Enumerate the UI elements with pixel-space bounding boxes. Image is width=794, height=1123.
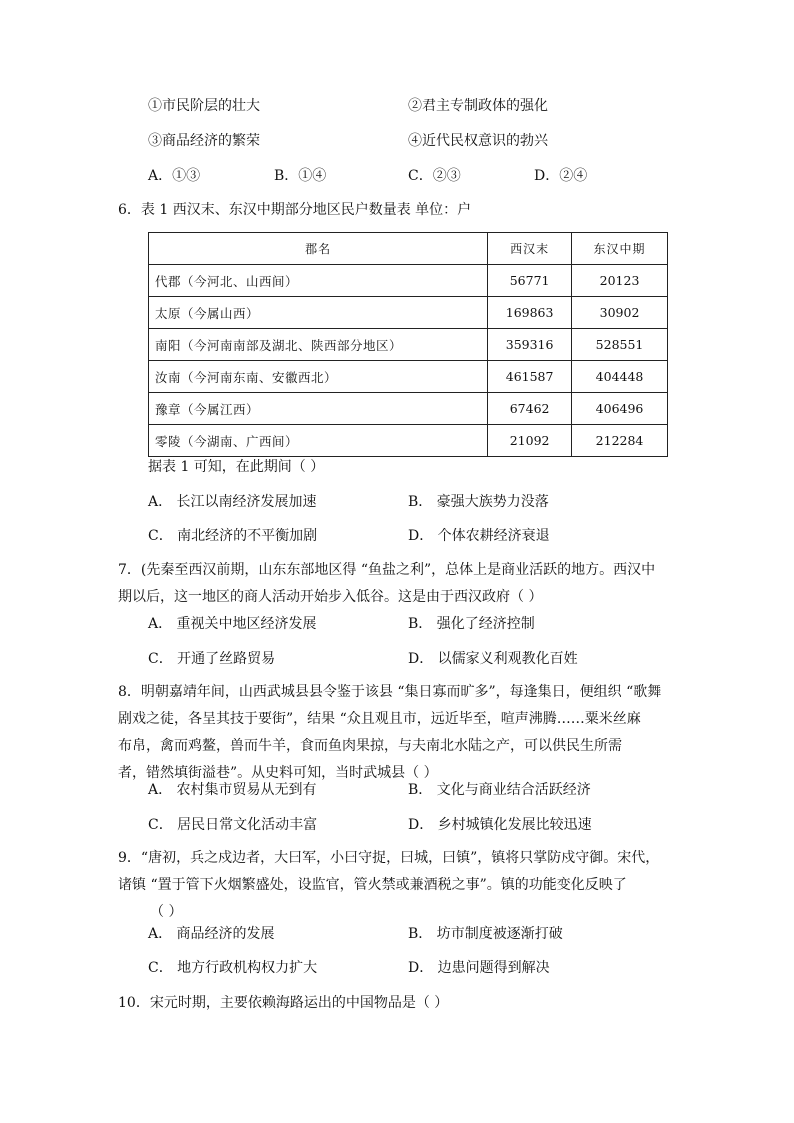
eastern-han-households: 404448 <box>572 361 668 393</box>
q8-stem <box>118 679 678 787</box>
q9-option-b: B． 坊市制度被逐渐打破 <box>408 926 563 942</box>
q7-option-a: A． 重视关中地区经济发展 <box>148 616 317 632</box>
q9-line: 9．“唐初，兵之戍边者，大曰军，小曰守捉，曰城，曰镇”，镇将只掌防戍守御。宋代， <box>118 850 660 866</box>
eastern-han-households: 406496 <box>572 393 668 425</box>
q7-stem <box>118 557 678 611</box>
eastern-han-households: 20123 <box>572 265 668 297</box>
commandery-name: 代郡（今河北、山西间） <box>149 265 488 297</box>
header-mid-eastern-han: 东汉中期 <box>572 233 668 265</box>
q6-option-a: A． 长江以南经济发展加速 <box>148 494 317 510</box>
q8-line: 8．明朝嘉靖年间，山西武城县县令鉴于该县 “集日寡而旷多”，每逢集日，便组织 “歌舞 <box>118 684 662 700</box>
western-han-households: 56771 <box>488 265 572 297</box>
q7-option-c: C． 开通了丝路贸易 <box>148 651 276 667</box>
q5-item-4: ④近代民权意识的勃兴 <box>408 133 548 149</box>
table-row <box>149 393 668 425</box>
q7-line: 期以后，这一地区的商人活动开始步入低谷。这是由于西汉政府（ ） <box>118 589 543 605</box>
commandery-name: 汝南（今河南东南、安徽西北） <box>149 361 488 393</box>
table-row <box>149 265 668 297</box>
q8-line: 者，错然填街溢巷”。从史料可知，当时武城县（ ） <box>118 765 438 781</box>
q8-option-c: C． 居民日常文化活动丰富 <box>148 817 318 833</box>
q5-option-c: C．②③ <box>408 168 461 184</box>
commandery-name: 豫章（今属江西） <box>149 393 488 425</box>
q10-stem: 10．宋元时期，主要依赖海路运出的中国物品是（ ） <box>118 995 449 1011</box>
table-row <box>149 425 668 457</box>
table-header-row <box>149 233 668 265</box>
commandery-name: 零陵（今湖南、广西间） <box>149 425 488 457</box>
western-han-households: 21092 <box>488 425 572 457</box>
q6-question: 据表 1 可知，在此期间（ ） <box>148 459 325 475</box>
q5-option-b: B．①④ <box>274 168 327 184</box>
eastern-han-households: 528551 <box>572 329 668 361</box>
q8-option-a: A． 农村集市贸易从无到有 <box>148 782 317 798</box>
q8-line: 剧戏之徒，各呈其技于要街”，结果 “众且观且市，远近毕至，喧声沸腾……粟米丝麻 <box>118 711 641 727</box>
q7-option-b: B． 强化了经济控制 <box>408 616 535 632</box>
table-row <box>149 297 668 329</box>
header-commandery: 郡名 <box>149 233 488 265</box>
q5-item-3: ③商品经济的繁荣 <box>148 133 260 149</box>
eastern-han-households: 30902 <box>572 297 668 329</box>
q8-line: 布帛，禽而鸡鳌，兽而牛羊，食而鱼肉果掠，与夫南北水陆之产，可以供民生所需 <box>118 738 622 754</box>
population-table <box>148 232 668 457</box>
q9-option-d: D． 边患问题得到解决 <box>408 960 550 976</box>
q9-option-a: A． 商品经济的发展 <box>148 926 275 942</box>
commandery-name: 太原（今属山西） <box>149 297 488 329</box>
q6-option-c: C． 南北经济的不平衡加剧 <box>148 528 318 544</box>
q9-option-c: C． 地方行政机构权力扩大 <box>148 960 318 976</box>
q5-item-1: ①市民阶层的壮大 <box>148 98 260 114</box>
western-han-households: 359316 <box>488 329 572 361</box>
table-row <box>149 361 668 393</box>
q5-item-2: ②君主专制政体的强化 <box>408 98 548 114</box>
q5-option-a: A．①③ <box>148 168 201 184</box>
western-han-households: 169863 <box>488 297 572 329</box>
q8-option-b: B． 文化与商业结合活跃经济 <box>408 782 591 798</box>
commandery-name: 南阳（今河南南部及湖北、陕西部分地区） <box>149 329 488 361</box>
q7-line: 7．(先秦至西汉前期，山东东部地区得 “鱼盐之利”，总体上是商业活跃的地方。西汉中 <box>118 562 656 578</box>
western-han-households: 67462 <box>488 393 572 425</box>
western-han-households: 461587 <box>488 361 572 393</box>
q9-line: 诸镇 “置于管下火烟繁盛处，设监官，管火禁或兼酒税之事”。镇的功能变化反映了 <box>118 877 627 893</box>
q6-option-b: B． 豪强大族势力没落 <box>408 494 549 510</box>
q7-option-d: D． 以儒家义利观教化百姓 <box>408 651 578 667</box>
q6-option-d: D． 个体农耕经济衰退 <box>408 528 550 544</box>
q5-option-d: D．②④ <box>534 168 588 184</box>
q6-stem: 6．表 1 西汉末、东汉中期部分地区民户数量表 单位：户 <box>118 202 472 218</box>
q9-line: （ ） <box>150 904 183 920</box>
header-late-western-han: 西汉末 <box>488 233 572 265</box>
q9-stem <box>118 845 678 926</box>
q8-option-d: D． 乡村城镇化发展比较迅速 <box>408 817 592 833</box>
eastern-han-households: 212284 <box>572 425 668 457</box>
table-row <box>149 329 668 361</box>
